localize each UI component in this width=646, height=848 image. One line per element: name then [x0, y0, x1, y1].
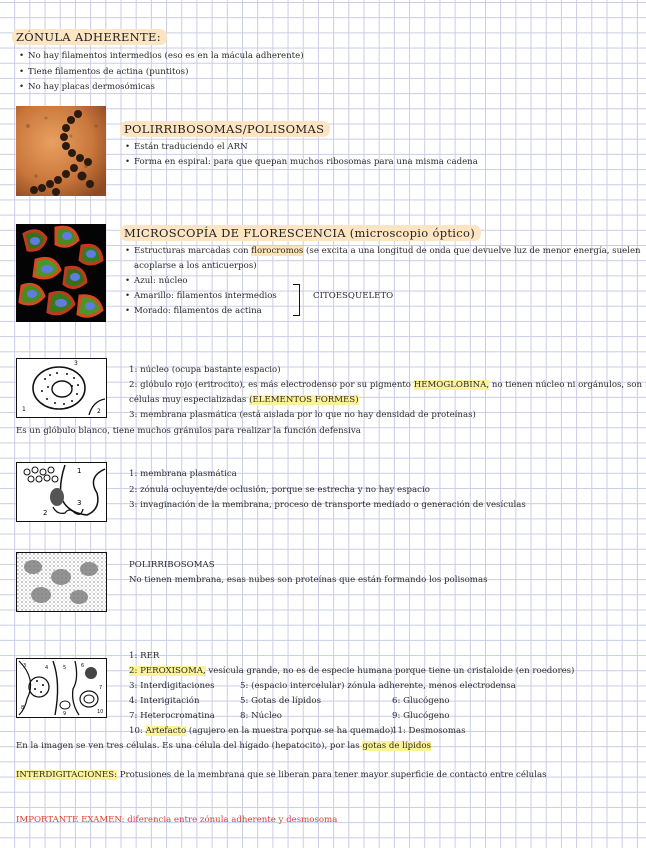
label-3: 3 — [74, 360, 78, 367]
highlight-peroxisoma: 2: PEROXISOMA, — [129, 666, 206, 676]
fig4-item-4: 4: Interigitación — [129, 696, 200, 706]
label-4: 4 — [45, 665, 49, 671]
fig4-line-2: 2: PEROXISOMA, vesícula grande, no es de especie humana porque tiene un cristaloide (en roedores) — [129, 666, 575, 676]
fig4-item-9: 9: Glucógeno — [392, 711, 450, 721]
fig3-line-2: No tienen membrana, esas nubes son proteínas que están formando los polisomas — [129, 575, 488, 585]
fig4-item-5b: 5: Gotas de lípidos — [240, 696, 322, 706]
polysome-clouds-sketch — [17, 553, 106, 611]
zonula-title: ZÓNULA ADHERENTE: — [12, 30, 167, 44]
figure-3-drawing — [16, 552, 107, 612]
figure-4-drawing — [16, 658, 107, 718]
highlight-florocromos: florocromos — [251, 246, 304, 256]
exam-note: IMPORTANTE EXAMEN: diferencia entre zónula adherente y desmosoma — [16, 815, 338, 825]
polyribosome-micrograph-art — [16, 106, 106, 196]
micro-bullet-3: • Amarillo: filamentos intermedios — [134, 291, 277, 301]
micro-bullet-2: • Azul: núcleo — [134, 276, 188, 286]
fig4-item-7: 7: Heterocromatina — [129, 711, 215, 721]
micro-bullet-1: • Estructuras marcadas con florocromos (se excita a una longitud de onda que devuelve luz de menor energía, suelen — [134, 246, 641, 256]
cytoskeleton-bracket — [293, 284, 300, 316]
label-7: 7 — [99, 685, 103, 691]
micro-bullet-4: • Morado: filamentos de actina — [134, 306, 262, 316]
poli-title: POLIRRIBOSOMAS/POLISOMAS — [120, 122, 330, 136]
fig1-line-3: células muy especializadas (ELEMENTOS FORMES) — [129, 395, 359, 405]
fig4-line-1: 1: RER — [129, 651, 160, 661]
leukocyte-sketch — [17, 359, 106, 417]
label-2: 2 — [43, 509, 48, 517]
interdigitaciones-definition: INTERDIGITACIONES: Protusiones de la membrana que se liberan para tener mayor superficie de contacto entre células — [16, 770, 547, 780]
label-8: 8 — [21, 705, 25, 711]
poli-bullet-1: • Están traduciendo el ARN — [134, 142, 248, 152]
cytoskeleton-label: CITOESQUELETO — [313, 291, 394, 301]
zonula-bullet-3: • No hay placas dermosómicas — [28, 82, 155, 92]
interdigitaciones-label: INTERDIGITACIONES: — [16, 770, 117, 780]
hepatocyte-sketch — [17, 659, 106, 717]
fig3-line-1: POLIRRIBOSOMAS — [129, 560, 215, 570]
label-1: 1 — [77, 467, 82, 475]
highlight-hemoglobina: HEMOGLOBINA, — [413, 380, 490, 390]
fig4-item-10: 10: Artefacto (agujero en la muestra porque se ha quemado) — [129, 726, 394, 736]
fig1-note: Es un glóbulo blanco, tiene muchos gránulos para realizar la función defensiva — [16, 426, 361, 436]
fig2-line-3: 3: invaginación de la membrana, proceso de transporte mediado o generación de vesículas — [129, 500, 526, 510]
micro-bullet-1-cont: acoplarse a los anticuerpos) — [134, 261, 257, 271]
fig1-line-4: 3: membrana plasmática (está aislada por lo que no hay densidad de proteínas) — [129, 410, 476, 420]
tight-junction-sketch — [17, 463, 106, 521]
fig2-line-2: 2: zónula ocluyente/de oclusión, porque se estrecha y no hay espacio — [129, 485, 430, 495]
label-5: 5 — [63, 665, 67, 671]
fig4-item-6: 6: Glucógeno — [392, 696, 450, 706]
figure-1-drawing — [16, 358, 107, 418]
highlight-artefacto: Artefacto — [145, 726, 187, 736]
fig4-item-8: 8: Núcleo — [240, 711, 282, 721]
label-6: 6 — [81, 663, 85, 669]
label-1: 1 — [22, 406, 26, 413]
figure-2-drawing — [16, 462, 107, 522]
label-3: 3 — [77, 499, 82, 507]
fluorescence-micrograph — [16, 224, 106, 322]
label-3: 3 — [23, 663, 27, 669]
fig1-line-1: 1: núcleo (ocupa bastante espacio) — [129, 365, 281, 375]
zonula-bullet-1: • No hay filamentos intermedios (eso es en la mácula adherente) — [28, 51, 304, 61]
fig1-line-2: 2: glóbulo rojo (eritrocito), es más electrodenso por su pigmento HEMOGLOBINA, no tienen núcleo ni orgánulos, son — [129, 380, 642, 390]
micro-title: MICROSCOPÍA DE FLORESCENCIA (microscopio óptico) — [120, 226, 481, 240]
fig4-item-5a: 5: (espacio intercelular) zónula adherente, menos electrodensa — [240, 681, 516, 691]
fig4-note: En la imagen se ven tres células. Es una célula del hígado (hepatocito), por las gotas de lípidos — [16, 741, 431, 751]
polyribosome-micrograph — [16, 106, 106, 196]
poli-bullet-2: • Forma en espiral: para que quepan muchos ribosomas para una misma cadena — [134, 157, 478, 167]
zonula-bullet-2: • Tiene filamentos de actina (puntitos) — [28, 67, 188, 77]
fig4-item-3: 3: Interdigitaciones — [129, 681, 215, 691]
fluorescence-micrograph-art — [16, 224, 106, 322]
highlight-gotas-lipidos: gotas de lípidos — [362, 741, 431, 751]
label-9: 9 — [63, 711, 67, 717]
label-10: 10 — [97, 709, 104, 715]
highlight-elementos-formes: (ELEMENTOS FORMES) — [249, 395, 359, 405]
label-2: 2 — [97, 408, 101, 415]
fig4-item-11: 11: Desmosomas — [392, 726, 466, 736]
fig2-line-1: 1: membrana plasmática — [129, 469, 237, 479]
